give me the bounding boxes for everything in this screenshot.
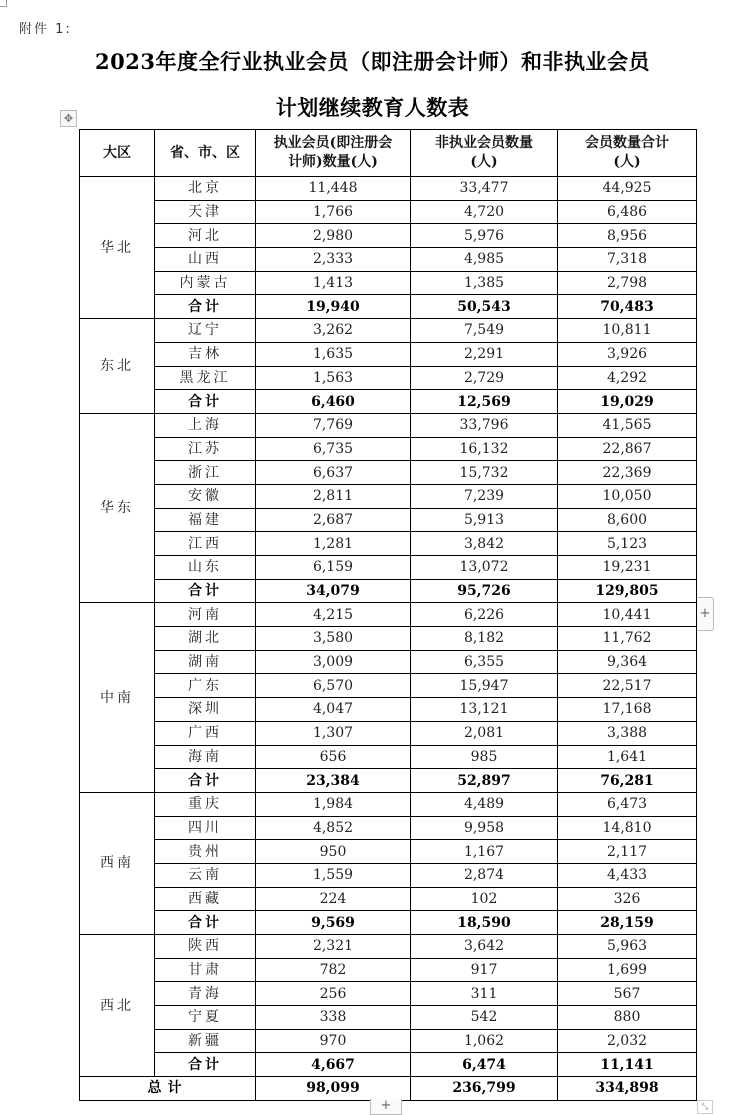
subtotal-total: 70,483 bbox=[558, 295, 697, 319]
table-row bbox=[80, 935, 697, 959]
subtotal-nonpracticing: 95,726 bbox=[411, 579, 558, 603]
total-count-cell: 4,292 bbox=[558, 366, 697, 390]
table-row bbox=[80, 1029, 697, 1053]
subtotal-label: 合计 bbox=[155, 1053, 256, 1077]
nonpracticing-count-cell: 917 bbox=[411, 958, 558, 982]
practicing-count-cell: 2,811 bbox=[256, 484, 411, 508]
practicing-count-cell: 3,262 bbox=[256, 319, 411, 343]
practicing-count-cell: 656 bbox=[256, 745, 411, 769]
province-cell: 湖南 bbox=[155, 650, 256, 674]
province-cell: 内蒙古 bbox=[155, 271, 256, 295]
table-row bbox=[80, 177, 697, 201]
subtotal-practicing: 23,384 bbox=[256, 769, 411, 793]
practicing-count-cell: 3,580 bbox=[256, 627, 411, 651]
subtotal-nonpracticing: 52,897 bbox=[411, 769, 558, 793]
nonpracticing-count-cell: 311 bbox=[411, 982, 558, 1006]
total-count-cell: 1,641 bbox=[558, 745, 697, 769]
nonpracticing-count-cell: 4,720 bbox=[411, 200, 558, 224]
nonpracticing-count-cell: 2,874 bbox=[411, 863, 558, 887]
total-count-cell: 9,364 bbox=[558, 650, 697, 674]
table-row bbox=[80, 745, 697, 769]
grand-total-row bbox=[80, 1077, 697, 1101]
province-cell: 浙江 bbox=[155, 461, 256, 485]
nonpracticing-count-cell: 5,976 bbox=[411, 224, 558, 248]
practicing-count-cell: 970 bbox=[256, 1029, 411, 1053]
document-title-line-1: 2023年度全行业执业会员（即注册会计师）和非执业会员 bbox=[95, 49, 650, 74]
region-cell: 华东 bbox=[80, 413, 155, 603]
subtotal-row bbox=[80, 1053, 697, 1077]
practicing-count-cell: 1,559 bbox=[256, 863, 411, 887]
table-row bbox=[80, 532, 697, 556]
total-count-cell: 7,318 bbox=[558, 248, 697, 272]
province-cell: 福建 bbox=[155, 508, 256, 532]
table-row bbox=[80, 556, 697, 580]
header-region: 大区 bbox=[80, 130, 155, 177]
nonpracticing-count-cell: 13,121 bbox=[411, 698, 558, 722]
total-count-cell: 8,600 bbox=[558, 508, 697, 532]
practicing-count-cell: 6,159 bbox=[256, 556, 411, 580]
practicing-count-cell: 3,009 bbox=[256, 650, 411, 674]
practicing-count-cell: 2,321 bbox=[256, 935, 411, 959]
member-count-table bbox=[79, 129, 697, 1101]
subtotal-row bbox=[80, 769, 697, 793]
document-title-line-2: 计划继续教育人数表 bbox=[275, 95, 470, 120]
practicing-count-cell: 782 bbox=[256, 958, 411, 982]
table-row bbox=[80, 484, 697, 508]
province-cell: 广东 bbox=[155, 674, 256, 698]
table-row bbox=[80, 650, 697, 674]
table-row bbox=[80, 887, 697, 911]
header-total bbox=[558, 130, 697, 177]
nonpracticing-count-cell: 33,796 bbox=[411, 413, 558, 437]
table-row bbox=[80, 674, 697, 698]
subtotal-practicing: 34,079 bbox=[256, 579, 411, 603]
table-row bbox=[80, 224, 697, 248]
total-count-cell: 8,956 bbox=[558, 224, 697, 248]
header-nonpracticing-line-1: 非执业会员数量 bbox=[435, 135, 533, 151]
nonpracticing-count-cell: 3,842 bbox=[411, 532, 558, 556]
subtotal-practicing: 19,940 bbox=[256, 295, 411, 319]
grand-total-total: 334,898 bbox=[558, 1077, 697, 1101]
practicing-count-cell: 1,307 bbox=[256, 721, 411, 745]
province-cell: 河南 bbox=[155, 603, 256, 627]
subtotal-practicing: 6,460 bbox=[256, 390, 411, 414]
practicing-count-cell: 1,281 bbox=[256, 532, 411, 556]
practicing-count-cell: 6,735 bbox=[256, 437, 411, 461]
province-cell: 贵州 bbox=[155, 840, 256, 864]
province-cell: 吉林 bbox=[155, 342, 256, 366]
table-row bbox=[80, 792, 697, 816]
nonpracticing-count-cell: 1,385 bbox=[411, 271, 558, 295]
nonpracticing-count-cell: 542 bbox=[411, 1006, 558, 1030]
total-count-cell: 22,517 bbox=[558, 674, 697, 698]
total-count-cell: 41,565 bbox=[558, 413, 697, 437]
province-cell: 广西 bbox=[155, 721, 256, 745]
province-cell: 上海 bbox=[155, 413, 256, 437]
practicing-count-cell: 1,635 bbox=[256, 342, 411, 366]
total-count-cell: 14,810 bbox=[558, 816, 697, 840]
region-cell: 东北 bbox=[80, 319, 155, 414]
table-row bbox=[80, 816, 697, 840]
province-cell: 云南 bbox=[155, 863, 256, 887]
table-move-handle-icon[interactable]: ✥ bbox=[60, 110, 77, 127]
practicing-count-cell: 1,563 bbox=[256, 366, 411, 390]
total-count-cell: 19,231 bbox=[558, 556, 697, 580]
practicing-count-cell: 224 bbox=[256, 887, 411, 911]
total-count-cell: 10,811 bbox=[558, 319, 697, 343]
table-row bbox=[80, 627, 697, 651]
practicing-count-cell: 2,980 bbox=[256, 224, 411, 248]
subtotal-label: 合计 bbox=[155, 911, 256, 935]
region-cell: 华北 bbox=[80, 177, 155, 319]
header-nonpracticing-line-2: (人) bbox=[470, 154, 498, 170]
table-row bbox=[80, 413, 697, 437]
subtotal-total: 28,159 bbox=[558, 911, 697, 935]
province-cell: 江西 bbox=[155, 532, 256, 556]
subtotal-nonpracticing: 50,543 bbox=[411, 295, 558, 319]
subtotal-nonpracticing: 6,474 bbox=[411, 1053, 558, 1077]
header-nonpracticing bbox=[411, 130, 558, 177]
total-count-cell: 22,369 bbox=[558, 461, 697, 485]
subtotal-total: 76,281 bbox=[558, 769, 697, 793]
subtotal-total: 129,805 bbox=[558, 579, 697, 603]
nonpracticing-count-cell: 2,291 bbox=[411, 342, 558, 366]
nonpracticing-count-cell: 33,477 bbox=[411, 177, 558, 201]
province-cell: 辽宁 bbox=[155, 319, 256, 343]
subtotal-total: 11,141 bbox=[558, 1053, 697, 1077]
total-count-cell: 5,963 bbox=[558, 935, 697, 959]
nonpracticing-count-cell: 102 bbox=[411, 887, 558, 911]
province-cell: 山西 bbox=[155, 248, 256, 272]
grand-total-practicing: 98,099 bbox=[256, 1077, 411, 1101]
table-row bbox=[80, 698, 697, 722]
page-corner-mark bbox=[0, 0, 7, 7]
practicing-count-cell: 11,448 bbox=[256, 177, 411, 201]
total-count-cell: 11,762 bbox=[558, 627, 697, 651]
total-count-cell: 6,473 bbox=[558, 792, 697, 816]
table-row bbox=[80, 958, 697, 982]
table-header-row bbox=[80, 130, 697, 177]
total-count-cell: 4,433 bbox=[558, 863, 697, 887]
total-count-cell: 2,798 bbox=[558, 271, 697, 295]
header-practicing-line-1: 执业会员(即注册会 bbox=[273, 135, 393, 151]
province-cell: 天津 bbox=[155, 200, 256, 224]
header-province: 省、市、区 bbox=[155, 130, 256, 177]
practicing-count-cell: 1,984 bbox=[256, 792, 411, 816]
practicing-count-cell: 1,766 bbox=[256, 200, 411, 224]
subtotal-practicing: 9,569 bbox=[256, 911, 411, 935]
practicing-count-cell: 950 bbox=[256, 840, 411, 864]
practicing-count-cell: 2,333 bbox=[256, 248, 411, 272]
nonpracticing-count-cell: 985 bbox=[411, 745, 558, 769]
practicing-count-cell: 338 bbox=[256, 1006, 411, 1030]
region-cell: 西南 bbox=[80, 792, 155, 934]
practicing-count-cell: 7,769 bbox=[256, 413, 411, 437]
nonpracticing-count-cell: 6,355 bbox=[411, 650, 558, 674]
header-total-line-2: (人) bbox=[613, 154, 641, 170]
nonpracticing-count-cell: 13,072 bbox=[411, 556, 558, 580]
total-count-cell: 5,123 bbox=[558, 532, 697, 556]
table-row bbox=[80, 863, 697, 887]
total-count-cell: 10,050 bbox=[558, 484, 697, 508]
nonpracticing-count-cell: 1,167 bbox=[411, 840, 558, 864]
practicing-count-cell: 6,637 bbox=[256, 461, 411, 485]
header-practicing-line-2: 计师)数量(人) bbox=[288, 154, 378, 170]
nonpracticing-count-cell: 6,226 bbox=[411, 603, 558, 627]
subtotal-label: 合计 bbox=[155, 390, 256, 414]
table-body bbox=[80, 177, 697, 1077]
subtotal-label: 合计 bbox=[155, 579, 256, 603]
table-row bbox=[80, 840, 697, 864]
province-cell: 黑龙江 bbox=[155, 366, 256, 390]
province-cell: 江苏 bbox=[155, 437, 256, 461]
subtotal-row bbox=[80, 911, 697, 935]
subtotal-row bbox=[80, 579, 697, 603]
table-row bbox=[80, 982, 697, 1006]
nonpracticing-count-cell: 3,642 bbox=[411, 935, 558, 959]
nonpracticing-count-cell: 1,062 bbox=[411, 1029, 558, 1053]
nonpracticing-count-cell: 7,549 bbox=[411, 319, 558, 343]
table-row bbox=[80, 342, 697, 366]
total-count-cell: 2,117 bbox=[558, 840, 697, 864]
nonpracticing-count-cell: 4,489 bbox=[411, 792, 558, 816]
nonpracticing-count-cell: 16,132 bbox=[411, 437, 558, 461]
table-resize-handle-icon[interactable]: ⤡ bbox=[697, 1100, 713, 1114]
total-count-cell: 326 bbox=[558, 887, 697, 911]
subtotal-label: 合计 bbox=[155, 295, 256, 319]
nonpracticing-count-cell: 9,958 bbox=[411, 816, 558, 840]
subtotal-row bbox=[80, 390, 697, 414]
total-count-cell: 880 bbox=[558, 1006, 697, 1030]
table-row bbox=[80, 319, 697, 343]
practicing-count-cell: 6,570 bbox=[256, 674, 411, 698]
province-cell: 甘肃 bbox=[155, 958, 256, 982]
total-count-cell: 44,925 bbox=[558, 177, 697, 201]
nonpracticing-count-cell: 2,729 bbox=[411, 366, 558, 390]
nonpracticing-count-cell: 2,081 bbox=[411, 721, 558, 745]
nonpracticing-count-cell: 7,239 bbox=[411, 484, 558, 508]
subtotal-nonpracticing: 12,569 bbox=[411, 390, 558, 414]
total-count-cell: 2,032 bbox=[558, 1029, 697, 1053]
province-cell: 北京 bbox=[155, 177, 256, 201]
subtotal-label: 合计 bbox=[155, 769, 256, 793]
total-count-cell: 17,168 bbox=[558, 698, 697, 722]
nonpracticing-count-cell: 8,182 bbox=[411, 627, 558, 651]
province-cell: 西藏 bbox=[155, 887, 256, 911]
subtotal-total: 19,029 bbox=[558, 390, 697, 414]
province-cell: 宁夏 bbox=[155, 1006, 256, 1030]
practicing-count-cell: 4,215 bbox=[256, 603, 411, 627]
subtotal-nonpracticing: 18,590 bbox=[411, 911, 558, 935]
grand-total-label: 总计 bbox=[80, 1077, 256, 1101]
total-count-cell: 22,867 bbox=[558, 437, 697, 461]
total-count-cell: 3,388 bbox=[558, 721, 697, 745]
province-cell: 新疆 bbox=[155, 1029, 256, 1053]
province-cell: 湖北 bbox=[155, 627, 256, 651]
region-cell: 西北 bbox=[80, 935, 155, 1077]
table-row bbox=[80, 271, 697, 295]
province-cell: 山东 bbox=[155, 556, 256, 580]
table-row bbox=[80, 200, 697, 224]
province-cell: 陕西 bbox=[155, 935, 256, 959]
grand-total-nonpracticing: 236,799 bbox=[411, 1077, 558, 1101]
practicing-count-cell: 4,852 bbox=[256, 816, 411, 840]
province-cell: 海南 bbox=[155, 745, 256, 769]
table-row bbox=[80, 366, 697, 390]
total-count-cell: 10,441 bbox=[558, 603, 697, 627]
subtotal-practicing: 4,667 bbox=[256, 1053, 411, 1077]
nonpracticing-count-cell: 5,913 bbox=[411, 508, 558, 532]
header-total-line-1: 会员数量合计 bbox=[585, 135, 669, 151]
table-row bbox=[80, 437, 697, 461]
province-cell: 深圳 bbox=[155, 698, 256, 722]
practicing-count-cell: 1,413 bbox=[256, 271, 411, 295]
practicing-count-cell: 2,687 bbox=[256, 508, 411, 532]
table-row bbox=[80, 1006, 697, 1030]
attachment-label: 附件 1: bbox=[19, 22, 72, 37]
total-count-cell: 567 bbox=[558, 982, 697, 1006]
practicing-count-cell: 4,047 bbox=[256, 698, 411, 722]
total-count-cell: 6,486 bbox=[558, 200, 697, 224]
header-practicing bbox=[256, 130, 411, 177]
practicing-count-cell: 256 bbox=[256, 982, 411, 1006]
province-cell: 青海 bbox=[155, 982, 256, 1006]
province-cell: 河北 bbox=[155, 224, 256, 248]
province-cell: 重庆 bbox=[155, 792, 256, 816]
table-row bbox=[80, 461, 697, 485]
table-row bbox=[80, 508, 697, 532]
region-cell: 中南 bbox=[80, 603, 155, 793]
nonpracticing-count-cell: 15,732 bbox=[411, 461, 558, 485]
subtotal-row bbox=[80, 295, 697, 319]
table-row bbox=[80, 248, 697, 272]
table-row bbox=[80, 721, 697, 745]
province-cell: 安徽 bbox=[155, 484, 256, 508]
total-count-cell: 3,926 bbox=[558, 342, 697, 366]
total-count-cell: 1,699 bbox=[558, 958, 697, 982]
province-cell: 四川 bbox=[155, 816, 256, 840]
table-row bbox=[80, 603, 697, 627]
nonpracticing-count-cell: 15,947 bbox=[411, 674, 558, 698]
nonpracticing-count-cell: 4,985 bbox=[411, 248, 558, 272]
add-column-button[interactable]: + bbox=[697, 597, 714, 631]
add-row-button[interactable]: + bbox=[370, 1099, 402, 1115]
